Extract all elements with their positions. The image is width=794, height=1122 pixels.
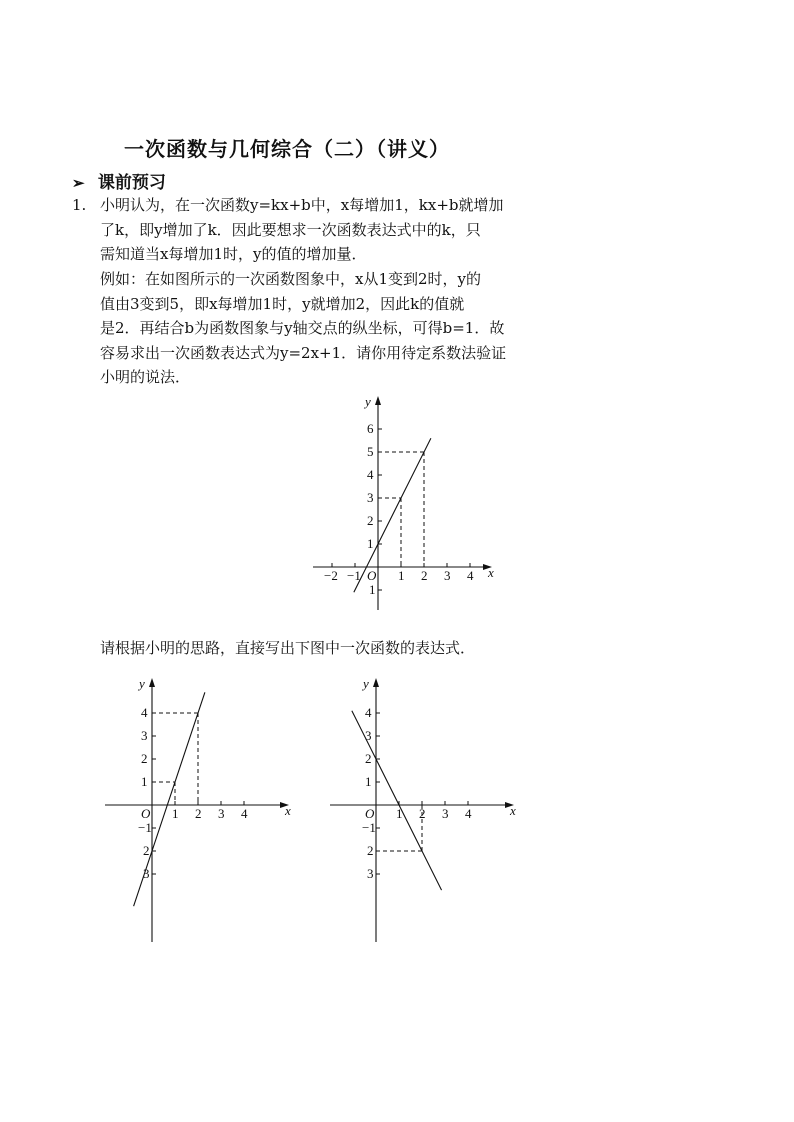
origin-label: O [365,806,375,821]
y-tick-label: 2 [141,751,148,766]
origin-label: O [367,568,377,583]
y-tick-label: 2 [367,513,374,528]
x-tick-label: 2 [421,568,428,583]
x-tick-label: 1 [398,568,405,583]
problem-paragraph-1: 小明认为，在一次函数y=kx+b中，x每增加1，kx+b就增加 了k，即y增加了k．因此要想求一次函数表达式中的k，只 需知道当x每增加1时，y的值的增加量． [100,196,504,263]
y-tick-label: 4 [141,705,148,720]
x-axis-label: x [285,803,291,818]
y-axis-label: y [139,676,145,691]
problem-number: 1. [72,196,87,214]
y-neg-tick-label: 3 [367,866,374,881]
y-tick-label: 4 [365,705,372,720]
x-axis-label: x [510,803,516,818]
page-title: 一次函数与几何综合（二）（讲义） [124,137,450,161]
y-tick-label: 3 [141,728,148,743]
x-tick-label: 1 [396,806,403,821]
x-tick-label: 3 [442,806,449,821]
x-tick-label: 2 [195,806,202,821]
y-tick-label: 6 [367,421,374,436]
function-line [352,711,442,890]
x-tick-label: −1 [347,568,361,583]
y-tick-label: 3 [365,728,372,743]
y-tick-label: 1 [367,536,374,551]
x-tick-label: 1 [172,806,179,821]
x-tick-label: −2 [324,568,338,583]
problem-paragraph-3: 请根据小明的思路，直接写出下图中一次函数的表达式． [100,639,476,657]
x-tick-label: 3 [218,806,225,821]
x-tick-label: 2 [419,806,426,821]
section-label: 课前预习 [97,173,166,193]
y-tick-label: 4 [367,467,374,482]
y-axis-arrow-icon [373,678,379,687]
y-neg-tick-label: 2 [367,843,374,858]
origin-label: O [141,806,151,821]
y-tick-label: 2 [365,751,372,766]
x-axis-label: x [488,565,494,580]
x-tick-label: 4 [465,806,472,821]
problem-paragraph-2: 例如：在如图所示的一次函数图象中，x从1变到2时，y的 值由3变到5，即x每增加1时，y就增加2，因此k的值就 是2．再结合b为函数图象与y轴交点的纵坐标，可得b=1．故 容易求出一次函数表达式为y=2x+1．请你用待定系数法验证 小明的说法． [100,270,507,386]
y-tick-label: 5 [367,444,374,459]
y-tick-label: 3 [367,490,374,505]
y-tick-label: 1 [365,774,372,789]
y-neg-tick-label: 1 [369,582,376,597]
y-neg-tick-label: −1 [362,820,376,835]
x-tick-label: 4 [241,806,248,821]
x-tick-label: 3 [444,568,451,583]
y-axis-label: y [365,394,371,409]
y-neg-tick-label: −1 [138,820,152,835]
y-axis-label: y [363,676,369,691]
arrow-bullet-icon: ➢ [72,174,85,192]
y-neg-tick-label: 3 [143,866,150,881]
y-tick-label: 1 [141,774,148,789]
x-tick-label: 4 [467,568,474,583]
y-neg-tick-label: 2 [143,843,150,858]
